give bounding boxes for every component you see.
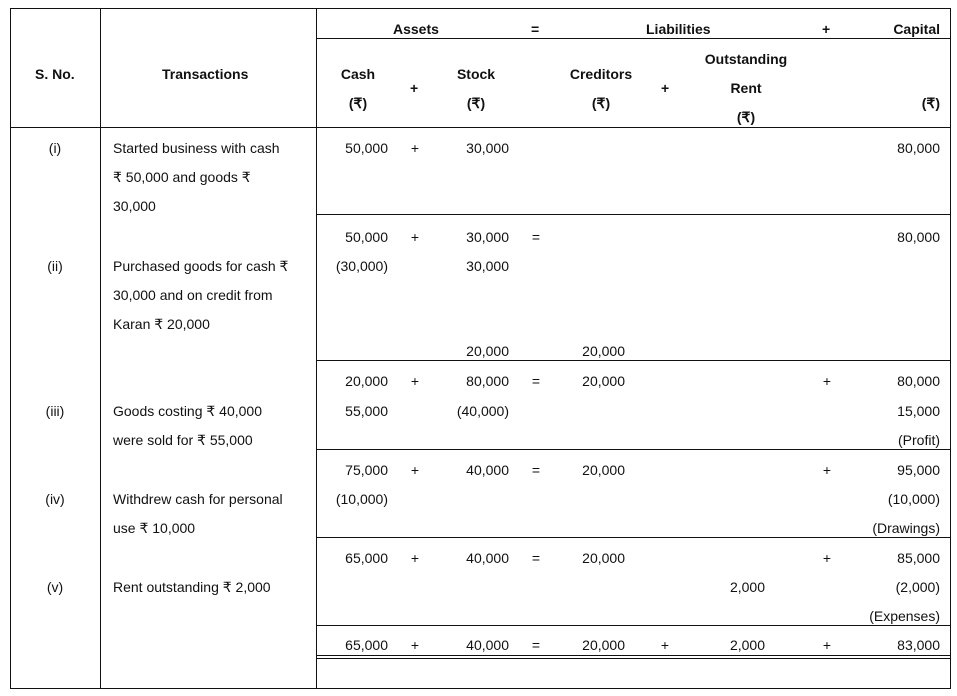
transaction-description: Goods costing ₹ 40,000 [113,403,263,419]
header-bottom-border [10,127,951,128]
total-creditors-cell: 20,000 [582,637,625,653]
rent-cell: 2,000 [729,579,765,595]
plus-sign: + [822,550,832,566]
capital-cell: (Expenses) [869,608,940,624]
plus-sign: + [822,373,832,389]
cash-stock-plus: + [410,80,419,96]
total-capital-cell: 83,000 [897,637,940,653]
cash-unit: (₹) [348,95,368,111]
equals-sign: = [531,373,541,389]
sno-column-divider [100,8,101,689]
assets-heading: Assets [393,21,439,37]
stock-cell: 40,000 [466,550,509,566]
table-left-border [10,8,11,689]
cash-heading: Cash [340,66,376,82]
transaction-description: Withdrew cash for personal [113,491,283,507]
transaction-description: Started business with cash [113,140,280,156]
cash-cell: 20,000 [345,373,388,389]
capital-cell: 95,000 [897,462,940,478]
total-plus-sign: + [822,637,832,653]
creditors-unit: (₹) [591,95,611,111]
rent-heading: Rent [730,80,762,96]
stock-cell: 30,000 [466,229,509,245]
stock-heading: Stock [456,66,496,82]
creditors-rent-plus: + [661,80,670,96]
equals-sign: = [531,550,541,566]
plus-sign: + [410,462,420,478]
transaction-description: Rent outstanding ₹ 2,000 [113,579,271,595]
equals-sign: = [531,229,541,245]
stock-cell: 40,000 [466,462,509,478]
sno-cell: (ii) [47,258,63,274]
creditors-cell: 20,000 [582,462,625,478]
total-stock-cell: 40,000 [466,637,509,653]
total-rent-cell: 2,000 [729,637,765,653]
cash-cell: 65,000 [345,550,388,566]
sno-cell: (v) [46,579,64,595]
transaction-description: use ₹ 10,000 [113,520,196,536]
cash-cell: 50,000 [345,229,388,245]
capital-cell: 80,000 [897,229,940,245]
plus-sign: + [410,229,420,245]
transaction-description: ₹ 50,000 and goods ₹ [113,169,251,185]
creditors-cell: 20,000 [582,550,625,566]
plus-sign: + [410,140,420,156]
creditors-cell: 20,000 [582,373,625,389]
transaction-description: Purchased goods for cash ₹ [113,258,289,274]
stock-cell: 30,000 [466,140,509,156]
liabilities-heading: Liabilities [646,21,711,37]
row-divider-2 [316,360,951,361]
capital-cell: 80,000 [897,373,940,389]
transactions-heading: Transactions [162,66,249,82]
stock-cell: (40,000) [456,403,509,419]
capital-cell: (Profit) [898,432,940,448]
capital-cell: (Drawings) [872,520,940,536]
transaction-description: Karan ₹ 20,000 [113,316,210,332]
total-double-rule-2 [316,658,951,659]
capital-heading: Capital [893,21,940,37]
cash-cell: (30,000) [335,258,388,274]
capital-cell: (10,000) [887,491,940,507]
stock-cell: 30,000 [466,258,509,274]
transaction-description: 30,000 [113,198,156,214]
total-double-rule-1 [316,655,951,656]
total-top-border [316,625,951,626]
cash-cell: 50,000 [345,140,388,156]
stock-cell: 20,000 [466,343,509,359]
table-right-border [950,8,951,689]
row-divider-3 [316,449,951,450]
table-top-border [10,8,951,9]
equals-sign: = [531,462,541,478]
creditors-heading: Creditors [569,66,633,82]
plus-sign: + [410,550,420,566]
stock-cell: 80,000 [466,373,509,389]
sno-cell: (iv) [45,491,65,507]
cash-cell: 55,000 [345,403,388,419]
sno-cell: (iii) [45,403,65,419]
cash-cell: (10,000) [335,491,388,507]
stock-unit: (₹) [466,95,486,111]
plus-sign: + [822,462,832,478]
transactions-column-divider [316,8,317,689]
capital-cell: 85,000 [897,550,940,566]
total-plus-sign: + [410,637,420,653]
capital-cell: 80,000 [897,140,940,156]
capital-unit: (₹) [921,95,940,111]
cash-cell: 75,000 [345,462,388,478]
plus-sign: + [410,373,420,389]
sno-cell: (i) [48,140,62,156]
total-equals-sign: = [531,637,541,653]
sno-heading: S. No. [35,66,75,82]
equals-sign: = [531,21,540,37]
capital-cell: 15,000 [897,403,940,419]
plus-sign: + [822,21,831,37]
total-plus-sign: + [660,637,670,653]
header-divider [316,38,951,39]
transaction-description: 30,000 and on credit from [113,287,273,303]
table-bottom-border [10,688,951,689]
capital-cell: (2,000) [895,579,940,595]
row-divider-4 [316,537,951,538]
rent-unit: (₹) [736,109,756,125]
creditors-cell: 20,000 [582,343,625,359]
total-cash-cell: 65,000 [345,637,388,653]
outstanding-heading: Outstanding [704,51,788,67]
row-divider-1 [316,214,951,215]
transaction-description: were sold for ₹ 55,000 [113,432,253,448]
